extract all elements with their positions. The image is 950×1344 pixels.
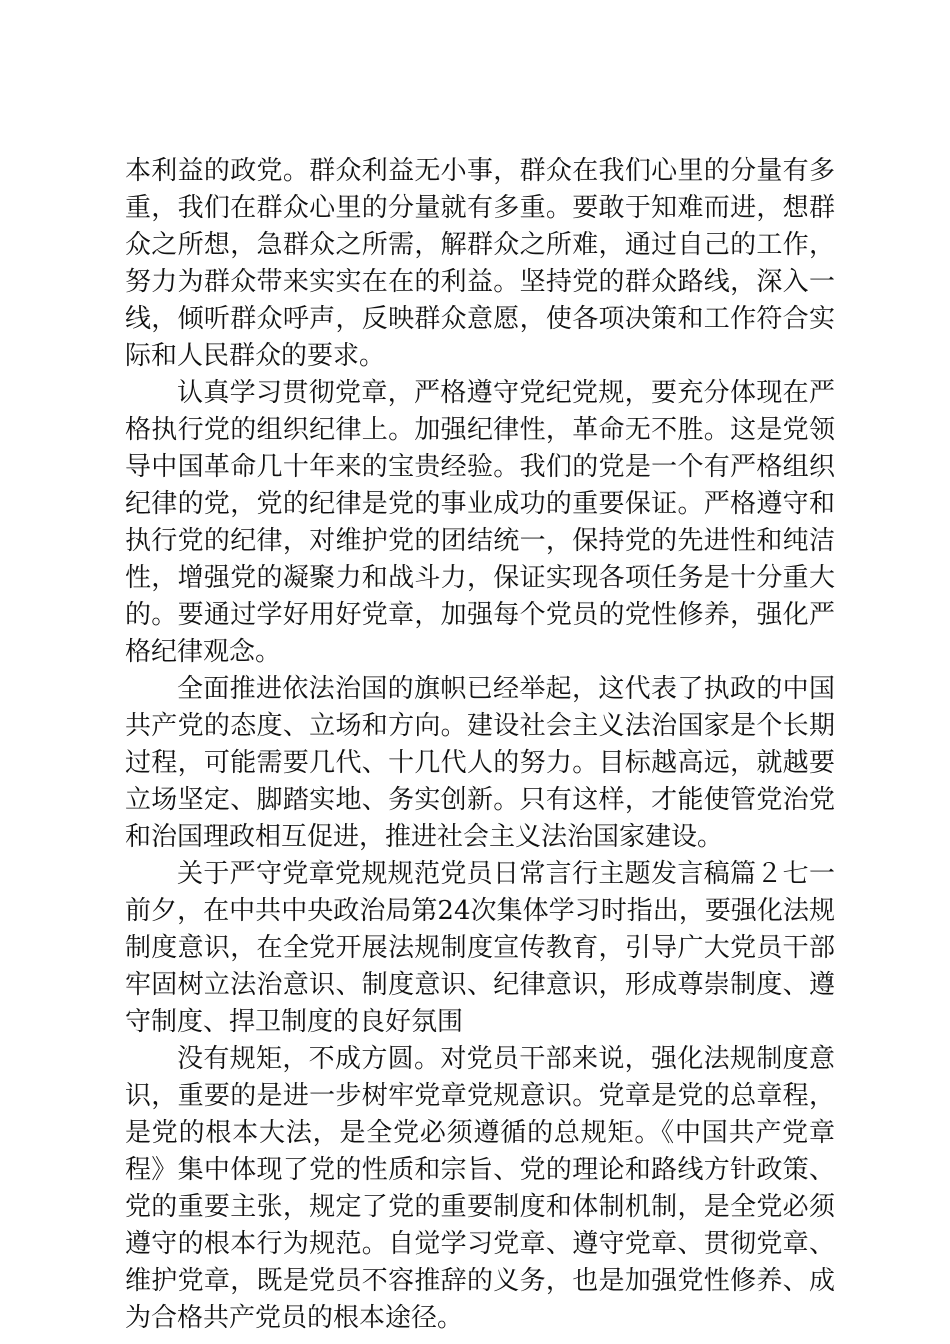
text-line: 纪律的党，党的纪律是党的事业成功的重要保证。严格遵守和 <box>125 489 835 519</box>
text-line: 为合格共产党员的根本途径。 <box>125 1303 464 1333</box>
text-line: 众之所想，急群众之所需，解群众之所难，通过自己的工作， <box>125 230 835 260</box>
text-line: 立场坚定、脚踏实地、务实创新。只有这样，才能使管党治党 <box>125 785 835 815</box>
text-line: 线，倾听群众呼声，反映群众意愿，使各项决策和工作符合实 <box>125 304 835 334</box>
text-line: 守制度、捍卫制度的良好氛围 <box>125 1007 464 1037</box>
text-line: 际和人民群众的要求。 <box>125 341 386 371</box>
text-line: 遵守的根本行为规范。自觉学习党章、遵守党章、贯彻党章、 <box>125 1229 835 1259</box>
text-line: 程》集中体现了党的性质和宗旨、党的理论和路线方针政策、 <box>125 1155 835 1185</box>
paragraph-first-line: 全面推进依法治国的旗帜已经举起，这代表了执政的中国 <box>177 674 835 704</box>
text-line: 牢固树立法治意识、制度意识、纪律意识，形成尊崇制度、遵 <box>125 970 835 1000</box>
text-line: 前夕，在中共中央政治局第24次集体学习时指出，要强化法规 <box>125 896 835 926</box>
text-line: 本利益的政党。群众利益无小事，群众在我们心里的分量有多 <box>125 156 835 186</box>
text-line: 过程，可能需要几代、十几代人的努力。目标越高远，就越要 <box>125 748 835 778</box>
text-line: 格执行党的组织纪律上。加强纪律性，革命无不胜。这是党领 <box>125 415 835 445</box>
text-line: 重，我们在群众心里的分量就有多重。要敢于知难而进，想群 <box>125 193 835 223</box>
text-line: 格纪律观念。 <box>125 637 282 667</box>
text-line: 性，增强党的凝聚力和战斗力，保证实现各项任务是十分重大 <box>125 563 835 593</box>
paragraph-first-line: 认真学习贯彻党章，严格遵守党纪党规，要充分体现在严 <box>177 378 835 408</box>
paragraph-first-line: 没有规矩，不成方圆。对党员干部来说，强化法规制度意 <box>177 1044 835 1074</box>
text-line: 的。要通过学好用好党章，加强每个党员的党性修养，强化严 <box>125 600 835 630</box>
text-line: 和治国理政相互促进，推进社会主义法治国家建设。 <box>125 822 724 852</box>
text-line: 是党的根本大法，是全党必须遵循的总规矩。《中国共产党章 <box>125 1118 835 1148</box>
text-line: 共产党的态度、立场和方向。建设社会主义法治国家是个长期 <box>125 711 835 741</box>
text-line: 党的重要主张，规定了党的重要制度和体制机制，是全党必须 <box>125 1192 835 1222</box>
text-line: 执行党的纪律，对维护党的团结统一，保持党的先进性和纯洁 <box>125 526 835 556</box>
text-line: 制度意识，在全党开展法规制度宣传教育，引导广大党员干部 <box>125 933 835 963</box>
text-line: 维护党章，既是党员不容推辞的义务，也是加强党性修养、成 <box>125 1266 835 1296</box>
text-line: 努力为群众带来实实在在的利益。坚持党的群众路线，深入一 <box>125 267 835 297</box>
text-line: 识，重要的是进一步树牢党章党规意识。党章是党的总章程， <box>125 1081 835 1111</box>
text-line: 导中国革命几十年来的宝贵经验。我们的党是一个有严格组织 <box>125 452 835 482</box>
paragraph-first-line: 关于严守党章党规规范党员日常言行主题发言稿篇２七一 <box>177 859 835 889</box>
